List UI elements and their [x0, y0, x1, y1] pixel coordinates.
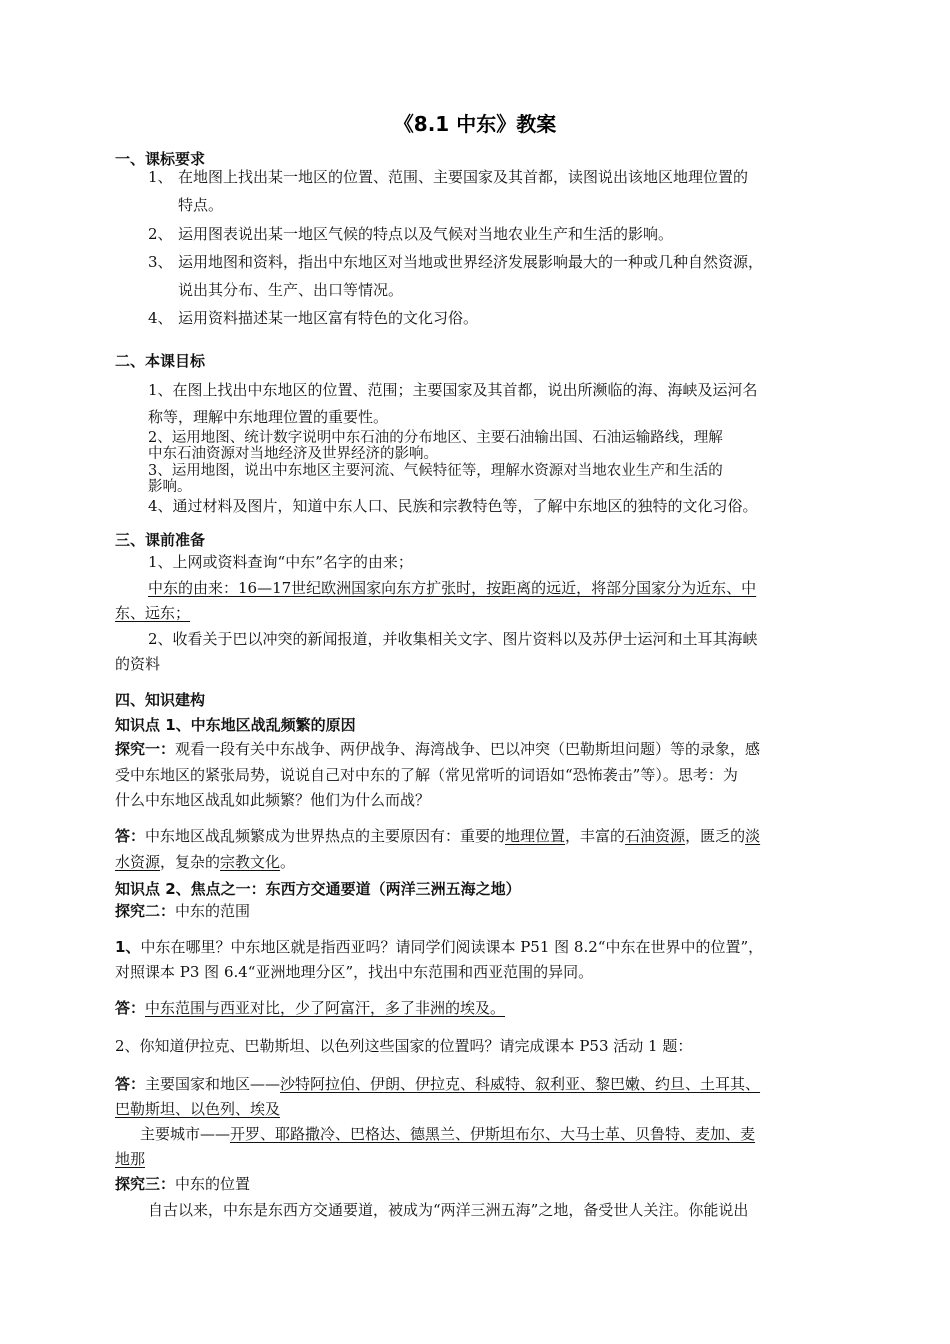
origin-text-cont: 东、远东；: [115, 604, 191, 622]
section-heading-knowledge: 四、知识建构: [115, 691, 206, 709]
answer-3: 答：主要国家和地区——沙特阿拉伯、伊朗、伊拉克、科威特、叙利亚、黎巴嫩、约旦、土耳其、: [115, 1075, 761, 1093]
origin-text: 中东的由来：16—17世纪欧洲国家向东方扩张时，按距离的远近，将部分国家分为近东、中: [148, 579, 757, 597]
curriculum-item-3: 3、 运用地图和资料，指出中东地区对当地或世界经济发展影响最大的一种或几种自然资源，: [148, 253, 764, 271]
document-title: 《8.1 中东》教案: [393, 112, 557, 136]
goal-2-cont: 中东石油资源对当地经济及世界经济的影响。: [148, 446, 438, 462]
goal-4: 4、通过材料及图片，知道中东人口、民族和宗教特色等，了解中东地区的独特的文化习俗。: [148, 497, 758, 515]
answer-4: 主要城市——开罗、耶路撒冷、巴格达、德黑兰、伊斯坦布尔、大马士革、贝鲁特、麦加、麦: [140, 1125, 756, 1143]
curriculum-item-3-cont: 说出其分布、生产、出口等情况。: [178, 281, 404, 299]
answer-1-cont: 水资源，复杂的宗教文化。: [115, 853, 296, 871]
answer-4-cont: 地那: [115, 1150, 146, 1168]
answer-2: 答：中东范围与西亚对比，少了阿富汗，多了非洲的埃及。: [115, 999, 506, 1017]
prep-item-2: 2、收看关于巴以冲突的新闻报道，并收集相关文字、图片资料以及苏伊士运河和土耳其海峡: [148, 630, 758, 648]
prep-item-2-cont: 的资料: [115, 655, 161, 673]
answer-3-cont: 巴勒斯坦、以色列、埃及: [115, 1100, 281, 1118]
goal-1: 1、在图上找出中东地区的位置、范围；主要国家及其首都，说出所濒临的海、海峡及运河名: [148, 381, 758, 399]
curriculum-item-2: 2、 运用图表说出某一地区气候的特点以及气候对当地农业生产和生活的影响。: [148, 225, 674, 243]
knowledge-point-1: 知识点 1、中东地区战乱频繁的原因: [115, 716, 356, 734]
exploration-1-cont-2: 什么中东地区战乱如此频繁？他们为什么而战？: [115, 791, 431, 809]
prep-item-1: 1、上网或资料查询“中东”名字的由来；: [148, 553, 413, 571]
curriculum-item-1: 1、 在地图上找出某一地区的位置、范围、主要国家及其首都，读图说出该地区地理位置的: [148, 168, 749, 186]
answer-1: 答：中东地区战乱频繁成为世界热点的主要原因有：重要的地理位置，丰富的石油资源，匮乏的淡: [115, 827, 761, 845]
goal-3-cont: 影响。: [148, 479, 192, 495]
question-1: 1、中东在哪里？中东地区就是指西亚吗？请同学们阅读课本 P51 图 8.2“中东在世界中的位置”，: [115, 938, 764, 956]
curriculum-item-1-cont: 特点。: [178, 196, 224, 214]
knowledge-point-2: 知识点 2、焦点之一：东西方交通要道（两洋三洲五海之地）: [115, 880, 521, 898]
exploration-1-cont-1: 受中东地区的紧张局势，说说自己对中东的了解（常见常听的词语如“恐怖袭击”等）。思考：为: [115, 766, 738, 784]
goal-2: 2、运用地图、统计数字说明中东石油的分布地区、主要石油输出国、石油运输路线，理解: [148, 430, 723, 446]
section-heading-goals: 二、本课目标: [115, 352, 206, 370]
curriculum-item-4: 4、 运用资料描述某一地区富有特色的文化习俗。: [148, 309, 479, 327]
goal-3: 3、运用地图，说出中东地区主要河流、气候特征等，理解水资源对当地农业生产和生活的: [148, 463, 723, 479]
exploration-1: 探究一：观看一段有关中东战争、两伊战争、海湾战争、巴以冲突（巴勒斯坦问题）等的录象，感: [115, 740, 761, 758]
exploration-2: 探究二：中东的范围: [115, 902, 251, 920]
section-heading-preparation: 三、课前准备: [115, 531, 206, 549]
goal-1-cont: 称等，理解中东地理位置的重要性。: [148, 408, 389, 426]
section-heading-curriculum: 一、课标要求: [115, 150, 206, 168]
question-2: 2、你知道伊拉克、巴勒斯坦、以色列这些国家的位置吗？请完成课本 P53 活动 1 题：: [115, 1037, 693, 1055]
exploration-3-text: 自古以来，中东是东西方交通要道，被成为“两洋三洲五海”之地，备受世人关注。你能说出: [148, 1201, 749, 1219]
question-1-cont: 对照课本 P3 图 6.4“亚洲地理分区”，找出中东范围和西亚范围的异同。: [115, 963, 594, 981]
exploration-3: 探究三：中东的位置: [115, 1175, 251, 1193]
